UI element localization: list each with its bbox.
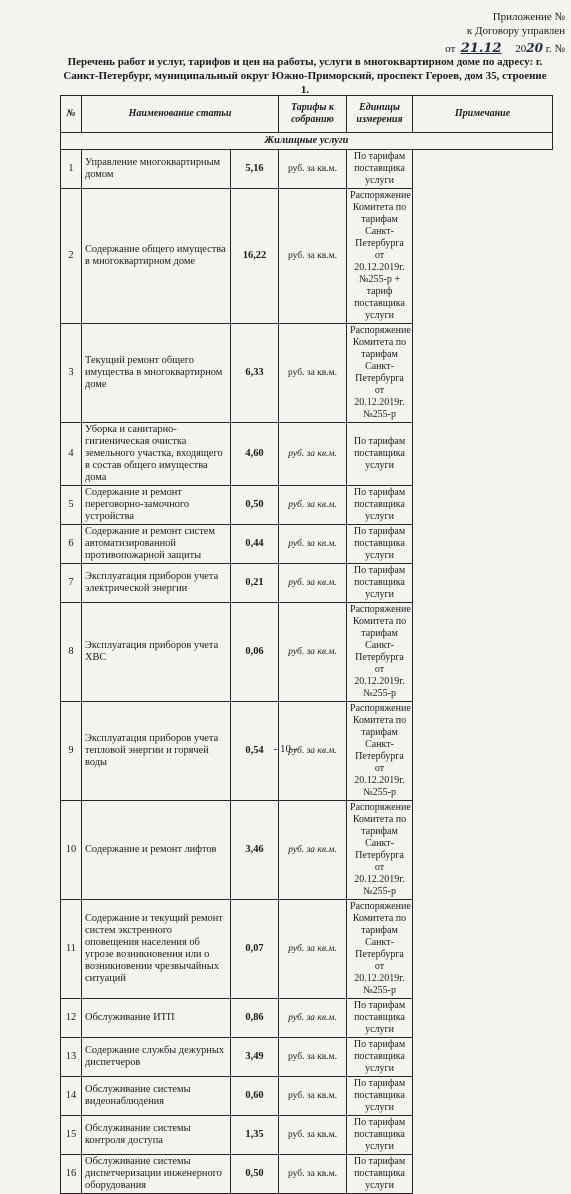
table-row bbox=[61, 189, 553, 324]
header-note: Примечание bbox=[413, 96, 553, 133]
row-note: Распоряжение Комитета по тарифам Санкт-Петербурга от 20.12.2019г. №255-р bbox=[347, 900, 413, 999]
row-note: По тарифам поставщика услуги bbox=[347, 1155, 413, 1194]
row-tariff: 0,50 bbox=[231, 1155, 279, 1194]
header-num: № bbox=[61, 96, 82, 133]
row-note: По тарифам поставщика услуги bbox=[347, 423, 413, 486]
row-note: По тарифам поставщика услуги bbox=[347, 1116, 413, 1155]
row-note: По тарифам поставщика услуги bbox=[347, 525, 413, 564]
date-prefix: от bbox=[445, 43, 456, 55]
row-number: 15 bbox=[61, 1116, 82, 1155]
row-name: Обслуживание системы контроля доступа bbox=[82, 1116, 231, 1155]
row-note: По тарифам поставщика услуги bbox=[347, 150, 413, 189]
row-note: Распоряжение Комитета по тарифам Санкт-Петербурга от 20.12.2019г. №255-р bbox=[347, 603, 413, 702]
row-name: Содержание и текущий ремонт систем экстренного оповещения населения об угрозе возникновения или о возникновении чрезвычайных ситуаций bbox=[82, 900, 231, 999]
row-unit: руб. за кв.м. bbox=[279, 564, 347, 603]
row-number: 6 bbox=[61, 525, 82, 564]
row-number: 13 bbox=[61, 1038, 82, 1077]
row-name: Обслуживание ИТП bbox=[82, 999, 231, 1038]
row-tariff: 1,35 bbox=[231, 1116, 279, 1155]
page-number: - 10 - bbox=[273, 743, 298, 755]
row-name: Эксплуатация приборов учета тепловой энергии и горячей воды bbox=[82, 702, 231, 801]
row-unit: руб. за кв.м. bbox=[279, 324, 347, 423]
row-number: 10 bbox=[61, 801, 82, 900]
row-number: 12 bbox=[61, 999, 82, 1038]
row-unit: руб. за кв.м. bbox=[279, 1116, 347, 1155]
table-row bbox=[61, 486, 553, 525]
contract-date-line bbox=[305, 41, 565, 56]
row-note: По тарифам поставщика услуги bbox=[347, 1077, 413, 1116]
row-tariff: 0,50 bbox=[231, 486, 279, 525]
row-tariff: 0,60 bbox=[231, 1077, 279, 1116]
row-number: 9 bbox=[61, 702, 82, 801]
row-note: По тарифам поставщика услуги bbox=[347, 564, 413, 603]
row-name: Текущий ремонт общего имущества в многоквартирном доме bbox=[82, 324, 231, 423]
table-row bbox=[61, 564, 553, 603]
table-row bbox=[61, 603, 553, 702]
header-name: Наименование статьи bbox=[82, 96, 279, 133]
row-unit: руб. за кв.м. bbox=[279, 150, 347, 189]
handwritten-date: 21.12 bbox=[460, 41, 502, 56]
table-row bbox=[61, 1116, 553, 1155]
row-tariff: 3,46 bbox=[231, 801, 279, 900]
row-name: Уборка и санитарно-гигиеническая очистка земельного участка, входящего в состав общего имущества дома bbox=[82, 423, 231, 486]
row-unit: руб. за кв.м. bbox=[279, 423, 347, 486]
row-name: Управление многоквартирным домом bbox=[82, 150, 231, 189]
row-note: Распоряжение Комитета по тарифам Санкт-Петербурга от 20.12.2019г. №255-р bbox=[347, 702, 413, 801]
row-name: Содержание и ремонт лифтов bbox=[82, 801, 231, 900]
row-unit: руб. за кв.м. bbox=[279, 900, 347, 999]
row-name: Эксплуатация приборов учета электрической энергии bbox=[82, 564, 231, 603]
row-number: 14 bbox=[61, 1077, 82, 1116]
row-note: Распоряжение Комитета по тарифам Санкт-Петербурга от 20.12.2019г. №255-р + тариф поставщика услуги bbox=[347, 189, 413, 324]
table-row bbox=[61, 999, 553, 1038]
table-row bbox=[61, 525, 553, 564]
row-tariff: 16,22 bbox=[231, 189, 279, 324]
row-unit: руб. за кв.м. bbox=[279, 1038, 347, 1077]
row-number: 11 bbox=[61, 900, 82, 999]
row-number: 3 bbox=[61, 324, 82, 423]
row-name: Эксплуатация приборов учета ХВС bbox=[82, 603, 231, 702]
contract-reference: к Договору управлен bbox=[466, 25, 565, 37]
row-unit: руб. за кв.м. bbox=[279, 486, 347, 525]
document-title: Перечень работ и услуг, тарифов и цен на работы, услуги в многоквартирном доме по адресу: г. Санкт-Петербург, муниципальный округ Южно-Приморский, проспект Героев, дом 35, строение 1. bbox=[63, 56, 547, 96]
row-unit: руб. за кв.м. bbox=[279, 999, 347, 1038]
row-unit: руб. за кв.м. bbox=[279, 702, 347, 801]
row-note: По тарифам поставщика услуги bbox=[347, 486, 413, 525]
table-header-row bbox=[61, 96, 553, 133]
row-tariff: 4,60 bbox=[231, 423, 279, 486]
row-number: 1 bbox=[61, 150, 82, 189]
row-unit: руб. за кв.м. bbox=[279, 525, 347, 564]
row-name: Обслуживание системы видеонаблюдения bbox=[82, 1077, 231, 1116]
table-row bbox=[61, 900, 553, 999]
row-tariff: 0,86 bbox=[231, 999, 279, 1038]
row-tariff: 0,21 bbox=[231, 564, 279, 603]
row-unit: руб. за кв.м. bbox=[279, 189, 347, 324]
header-unit: Единицы измерения bbox=[347, 96, 413, 133]
handwritten-year: 20 bbox=[526, 41, 543, 55]
table-row bbox=[61, 1038, 553, 1077]
row-name: Обслуживание системы диспетчеризации инженерного оборудования bbox=[82, 1155, 231, 1194]
row-unit: руб. за кв.м. bbox=[279, 603, 347, 702]
row-number: 5 bbox=[61, 486, 82, 525]
row-note: По тарифам поставщика услуги bbox=[347, 999, 413, 1038]
table-row bbox=[61, 1155, 553, 1194]
number-label: г. № bbox=[545, 43, 565, 55]
row-name: Содержание службы дежурных диспетчеров bbox=[82, 1038, 231, 1077]
header-tariff: Тарифы к собранию bbox=[279, 96, 347, 133]
table-row bbox=[61, 1077, 553, 1116]
tariff-table bbox=[60, 95, 553, 1194]
row-tariff: 0,54 bbox=[231, 702, 279, 801]
row-note: Распоряжение Комитета по тарифам Санкт-Петербурга от 20.12.2019г. №255-р bbox=[347, 324, 413, 423]
row-name: Содержание и ремонт переговорно-замочного устройства bbox=[82, 486, 231, 525]
row-unit: руб. за кв.м. bbox=[279, 1077, 347, 1116]
row-unit: руб. за кв.м. bbox=[279, 1155, 347, 1194]
row-name: Содержание и ремонт систем автоматизированной противопожарной защиты bbox=[82, 525, 231, 564]
year-prefix: 20 bbox=[515, 43, 527, 55]
row-number: 2 bbox=[61, 189, 82, 324]
appendix-label: Приложение № bbox=[492, 11, 565, 23]
row-note: По тарифам поставщика услуги bbox=[347, 1038, 413, 1077]
row-tariff: 6,33 bbox=[231, 324, 279, 423]
table-row bbox=[61, 150, 553, 189]
row-tariff: 0,06 bbox=[231, 603, 279, 702]
row-unit: руб. за кв.м. bbox=[279, 801, 347, 900]
row-number: 16 bbox=[61, 1155, 82, 1194]
row-tariff: 5,16 bbox=[231, 150, 279, 189]
row-tariff: 3,49 bbox=[231, 1038, 279, 1077]
document-header bbox=[305, 10, 565, 56]
table-row bbox=[61, 324, 553, 423]
row-tariff: 0,07 bbox=[231, 900, 279, 999]
row-tariff: 0,44 bbox=[231, 525, 279, 564]
table-row bbox=[61, 801, 553, 900]
row-note: Распоряжение Комитета по тарифам Санкт-Петербурга от 20.12.2019г. №255-р bbox=[347, 801, 413, 900]
table-row bbox=[61, 423, 553, 486]
row-number: 7 bbox=[61, 564, 82, 603]
row-number: 4 bbox=[61, 423, 82, 486]
section-title: Жилищные услуги bbox=[61, 133, 553, 150]
row-number: 8 bbox=[61, 603, 82, 702]
section-row bbox=[61, 133, 553, 150]
row-name: Содержание общего имущества в многоквартирном доме bbox=[82, 189, 231, 324]
